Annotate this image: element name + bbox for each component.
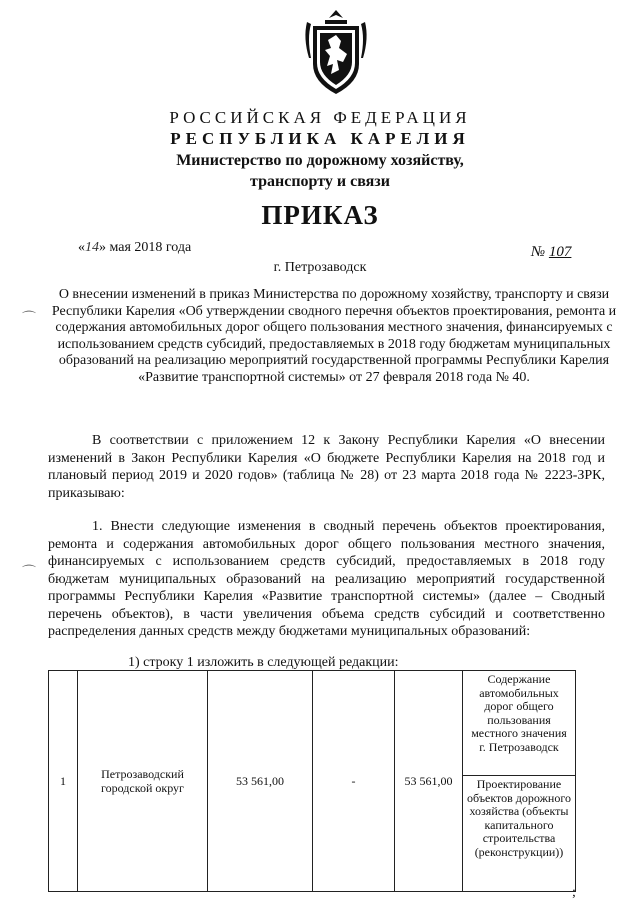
coat-of-arms-emblem xyxy=(303,8,369,96)
header-ministry xyxy=(0,150,640,192)
number-prefix: № xyxy=(531,244,549,260)
ministry-line-1: Министерство по дорожному хозяйству, xyxy=(176,152,464,169)
row-intro: 1) строку 1 изложить в следующей редакции: xyxy=(128,655,399,670)
document-number xyxy=(531,244,571,261)
ministry-line-2: транспорту и связи xyxy=(250,173,390,190)
margin-mark: ⌒ xyxy=(22,566,36,581)
date-day-handwritten: 14 xyxy=(85,240,99,255)
description-design: Проектирование объектов дорожного хозяйства (объекты капитального строительства (реконструкции)) xyxy=(463,775,575,891)
cell-amount-total: 53 561,00 xyxy=(208,671,313,892)
cell-amount-end: 53 561,00 xyxy=(395,671,463,892)
table-row xyxy=(49,671,576,892)
cell-amount-mid: - xyxy=(313,671,395,892)
trailing-semicolon: ; xyxy=(572,885,576,900)
header-republic: РЕСПУБЛИКА КАРЕЛИЯ xyxy=(170,129,470,148)
date-prefix: « xyxy=(78,240,85,255)
number-handwritten: 107 xyxy=(548,244,572,260)
change-table xyxy=(48,670,576,892)
cell-description xyxy=(463,671,576,892)
document-city: г. Петрозаводск xyxy=(273,260,367,275)
cell-municipality: Петрозаводский городской округ xyxy=(78,671,208,892)
document-title: ПРИКАЗ xyxy=(261,200,379,230)
paragraph-item-1: 1. Внести следующие изменения в сводный перечень объектов проектирования, ремонта и содержания автомобильных дорог общего пользования местного значения, финансируемых с использованием средств субсидий, предоставляемых в 2018 году бюджетам муниципальных образований на реализацию мероприятий государственной программы Республики Карелия «Развитие транспортной системы» (далее – Сводный перечень объектов), в части увеличения объема средств субсидий и соответственно распределения данных средств между бюджетами муниципальных образований: xyxy=(48,519,605,639)
date-rest: » мая 2018 года xyxy=(99,240,192,255)
cell-number: 1 xyxy=(49,671,78,892)
margin-mark: ⌒ xyxy=(22,312,36,327)
document-date xyxy=(78,240,191,256)
paragraph-preamble: В соответствии с приложением 12 к Закону Республики Карелия «О внесении изменений в Закон Республики Карелия «О бюджете Республики Карелия на 2018 год и плановый период 2019 и 2020 годов» (таблица № 28) от 23 марта 2018 года № 2223-ЗРК, приказываю: xyxy=(48,433,605,501)
document-subject: О внесении изменений в приказ Министерства по дорожному хозяйству, транспорту и связи Республики Карелия «Об утверждении сводного перечня объектов проектирования, ремонта и содержания автомобильных дорог общего пользования местного значения, финансируемых с использованием средств субсидий, предоставляемых в 2018 году бюджетам муниципальных образований на реализацию мероприятий государственной программы Республики Карелия «Развитие транспортной системы» от 27 февраля 2018 года № 40. xyxy=(51,287,617,385)
description-maintenance: Содержание автомобильных дорог общего пользования местного значения г. Петрозаводск xyxy=(471,672,567,754)
header-country: РОССИЙСКАЯ ФЕДЕРАЦИЯ xyxy=(169,108,471,127)
